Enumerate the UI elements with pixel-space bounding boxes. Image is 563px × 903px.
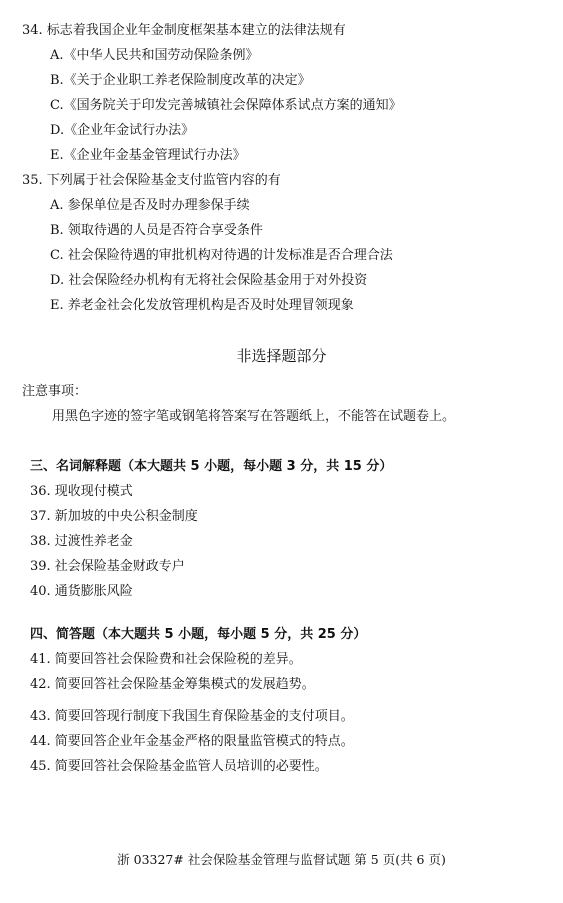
question-43: 43. 简要回答现行制度下我国生育保险基金的支付项目。 bbox=[30, 709, 354, 724]
question-34-option-d: D.《企业年金试行办法》 bbox=[50, 123, 195, 138]
question-42: 42. 简要回答社会保险基金筹集模式的发展趋势。 bbox=[30, 677, 315, 692]
question-34-option-a: A.《中华人民共和国劳动保险条例》 bbox=[50, 48, 259, 63]
question-36: 36. 现收现付模式 bbox=[30, 484, 133, 499]
question-34-option-b: B.《关于企业职工养老保险制度改革的决定》 bbox=[50, 73, 311, 88]
question-45: 45. 简要回答社会保险基金监管人员培训的必要性。 bbox=[30, 759, 328, 774]
section-4-heading: 四、简答题（本大题共 5 小题，每小题 5 分，共 25 分） bbox=[30, 627, 367, 642]
question-35-stem: 35. 下列属于社会保险基金支付监管内容的有 bbox=[22, 173, 281, 188]
question-41: 41. 简要回答社会保险费和社会保险税的差异。 bbox=[30, 652, 302, 667]
question-38: 38. 过渡性养老金 bbox=[30, 534, 133, 549]
question-35-option-e: E. 养老金社会化发放管理机构是否及时处理冒领现象 bbox=[50, 298, 354, 313]
question-34-option-e: E.《企业年金基金管理试行办法》 bbox=[50, 148, 246, 163]
question-35-option-c: C. 社会保险待遇的审批机构对待遇的计发标准是否合理合法 bbox=[50, 248, 393, 263]
question-34-stem: 34. 标志着我国企业年金制度框架基本建立的法律法规有 bbox=[22, 23, 346, 38]
question-34-option-c: C.《国务院关于印发完善城镇社会保障体系试点方案的通知》 bbox=[50, 98, 402, 113]
question-35-option-b: B. 领取待遇的人员是否符合享受条件 bbox=[50, 223, 263, 238]
question-37: 37. 新加坡的中央公积金制度 bbox=[30, 509, 198, 524]
section-3-heading: 三、名词解释题（本大题共 5 小题，每小题 3 分，共 15 分） bbox=[30, 459, 393, 474]
question-35-option-d: D. 社会保险经办机构有无将社会保险基金用于对外投资 bbox=[50, 273, 368, 288]
part-title: 非选择题部分 bbox=[236, 347, 327, 365]
question-35-option-a: A. 参保单位是否及时办理参保手续 bbox=[50, 198, 250, 213]
notice-label: 注意事项： bbox=[22, 384, 88, 399]
question-44: 44. 简要回答企业年金基金严格的限量监管模式的特点。 bbox=[30, 734, 354, 749]
question-39: 39. 社会保险基金财政专户 bbox=[30, 559, 185, 574]
page-footer: 浙 03327# 社会保险基金管理与监督试题 第 5 页(共 6 页) bbox=[117, 852, 446, 867]
question-40: 40. 通货膨胀风险 bbox=[30, 584, 133, 599]
notice-text: 用黑色字迹的签字笔或钢笔将答案写在答题纸上，不能答在试题卷上。 bbox=[52, 409, 456, 424]
